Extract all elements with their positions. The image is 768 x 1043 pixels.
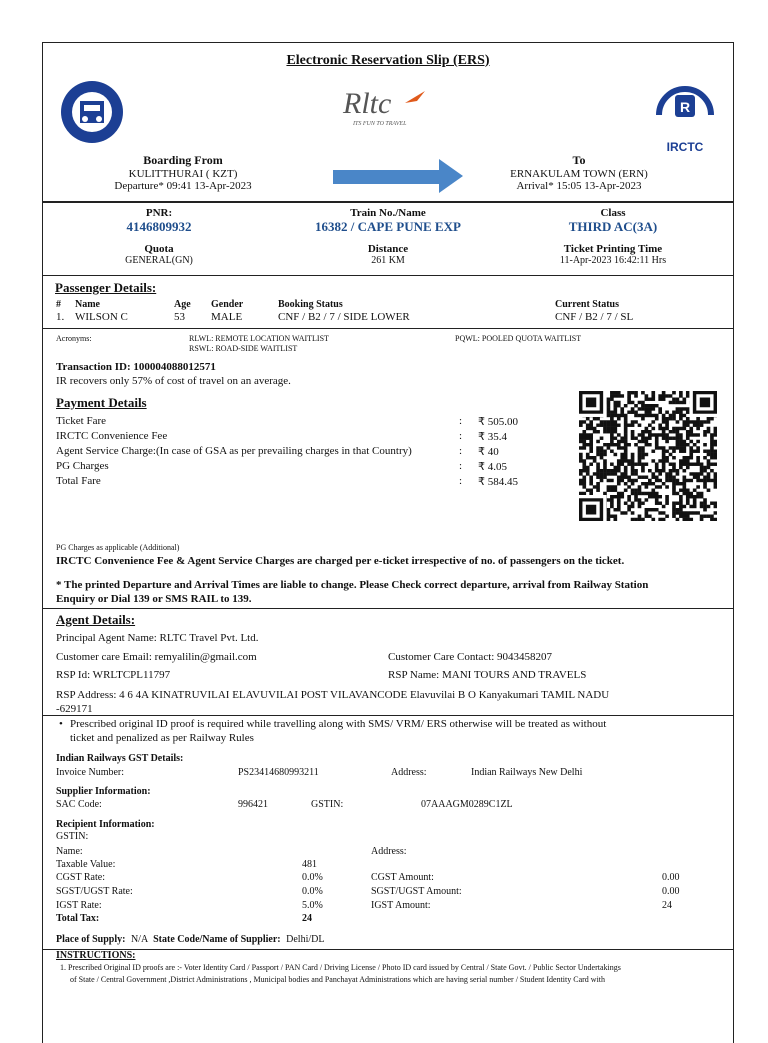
pnr-block: [59, 207, 259, 235]
svg-text:R: R: [679, 99, 691, 115]
payment-colon: :: [459, 430, 463, 442]
passenger-name: WILSON C: [75, 311, 128, 323]
recipient-address: Address:: [371, 846, 407, 857]
gst-address: Indian Railways New Delhi: [471, 767, 583, 778]
rsp-id: RSP Id: WRLTCPL11797: [56, 669, 171, 681]
rltc-logo-text: Rltc: [343, 87, 392, 120]
col-name: Name: [75, 299, 100, 310]
supplier-gstin: 07AAAGM0289C1ZL: [421, 799, 513, 810]
igst-label: IGST Rate:: [56, 900, 102, 911]
train-block: [263, 207, 513, 235]
pg-charges-note: PG Charges as applicable (Additional): [56, 543, 180, 552]
rltc-logo: [343, 87, 433, 147]
supplier-heading: Supplier Information:: [56, 786, 151, 797]
class-value: THIRD AC(3A): [568, 219, 658, 234]
place-value: N/A: [130, 934, 148, 945]
agent-contact: Customer Care Contact: 9043458207: [388, 651, 553, 663]
payment-colon: :: [459, 445, 463, 457]
divider: [43, 715, 733, 716]
distance-value: 261 KM: [371, 255, 405, 266]
payment-colon: :: [459, 475, 463, 487]
gst-address-label: Address:: [391, 767, 427, 778]
principal-agent: Principal Agent Name: RLTC Travel Pvt. Ltd.: [56, 632, 259, 644]
place-of-supply: [56, 934, 324, 945]
bullet-icon: •: [59, 718, 63, 730]
pnr-value: 4146809932: [126, 219, 192, 234]
divider: [43, 949, 733, 950]
print-time-label: Ticket Printing Time: [563, 243, 663, 255]
payment-value: ₹ 35.4: [478, 431, 507, 443]
id-proof-note: Prescribed original ID proof is required while travelling along with SMS/ VRM/ ERS otherwise will be treated as without: [70, 718, 607, 730]
gst-heading: Indian Railways GST Details:: [56, 753, 184, 764]
time-change-note: * The printed Departure and Arrival Times are liable to change. Please Check correct departure, arrival from Railway Station: [56, 579, 649, 591]
payment-label: PG Charges: [56, 460, 109, 472]
instruction-line-2: of State / Central Government ,District Administrations , Municipal bodies and Panchayat Administrations which are having serial number / Student Identity Card with: [70, 975, 606, 984]
qr-code: [579, 391, 717, 521]
acronym-rlwl: RLWL: REMOTE LOCATION WAITLIST: [189, 334, 329, 343]
taxable-value: 481: [302, 859, 317, 870]
arrival-time: Arrival* 15:05 13-Apr-2023: [516, 180, 642, 192]
col-booking-status: Booking Status: [278, 299, 343, 310]
payment-value: ₹ 40: [478, 446, 499, 458]
recipient-gstin: GSTIN:: [56, 831, 89, 842]
igst-rate: 5.0%: [302, 900, 323, 911]
acronym-rswl: RSWL: ROAD-SIDE WAITLIST: [189, 344, 298, 353]
col-age: Age: [174, 299, 191, 310]
sgst-rate: 0.0%: [302, 886, 323, 897]
igst-amount-label: IGST Amount:: [371, 900, 431, 911]
invoice-number: PS23414680993211: [238, 767, 319, 778]
divider: [43, 201, 733, 203]
place-label: Place of Supply:: [56, 934, 126, 945]
taxable-label: Taxable Value:: [56, 859, 116, 870]
class-block: [513, 207, 713, 235]
recipient-heading: Recipient Information:: [56, 819, 155, 830]
payment-heading: Payment Details: [56, 395, 147, 410]
boarding-label: Boarding From: [143, 153, 223, 167]
train-value: 16382 / CAPE PUNE EXP: [315, 219, 461, 234]
cgst-rate: 0.0%: [302, 872, 323, 883]
divider: [43, 275, 733, 276]
passenger-age: 53: [174, 311, 185, 323]
distance-block: [263, 243, 513, 266]
instructions-heading: INSTRUCTIONS:: [56, 950, 136, 961]
col-gender: Gender: [211, 299, 244, 310]
ers-document: [42, 42, 734, 1043]
cgst-label: CGST Rate:: [56, 872, 105, 883]
destination-station: ERNAKULAM TOWN (ERN): [510, 168, 648, 180]
payment-colon: :: [459, 460, 463, 472]
agent-email: Customer care Email: remyalilin@gmail.com: [56, 651, 257, 663]
rltc-tagline: ITS FUN TO TRAVEL: [353, 121, 407, 127]
time-change-note-2: Enquiry or Dial 139 or SMS RAIL to 139.: [56, 593, 252, 605]
print-time-value: 11-Apr-2023 16:42:11 Hrs: [559, 255, 667, 266]
quota-block: [59, 243, 259, 266]
total-tax: 24: [302, 913, 312, 924]
payment-label: IRCTC Convenience Fee: [56, 430, 168, 442]
cgst-amount-label: CGST Amount:: [371, 872, 434, 883]
irctc-logo-text: IRCTC: [666, 140, 704, 154]
agent-heading: Agent Details:: [56, 612, 136, 627]
departure-time: Departure* 09:41 13-Apr-2023: [114, 180, 252, 192]
distance-label: Distance: [367, 243, 409, 255]
passenger-no: 1.: [56, 311, 65, 323]
document-title: Electronic Reservation Slip (ERS): [286, 53, 490, 68]
passenger-current-status: CNF / B2 / 7 / SL: [555, 311, 634, 323]
payment-label: Agent Service Charge:(In case of GSA as per prevailing charges in that Country): [56, 445, 412, 457]
id-proof-note-2: ticket and penalized as per Railway Rules: [70, 732, 254, 744]
destination-block: [479, 153, 679, 192]
recipient-name: Name:: [56, 846, 83, 857]
quota-value: GENERAL(GN): [125, 255, 193, 266]
col-current-status: Current Status: [555, 299, 619, 310]
irctc-logo: [649, 79, 721, 154]
cgst-amount: 0.00: [662, 872, 680, 883]
quota-label: Quota: [144, 243, 174, 255]
payment-value: ₹ 4.05: [478, 461, 507, 473]
sgst-amount: 0.00: [662, 886, 680, 897]
train-label: Train No./Name: [350, 207, 426, 219]
rsp-address: RSP Address: 4 6 4A KINATRUVILAI ELAVUVILAI POST VILAVANCODE Elavuvilai B O Kanyakumari TAMIL NADU: [56, 689, 610, 701]
sgst-amount-label: SGST/UGST Amount:: [371, 886, 462, 897]
print-time-block: [513, 243, 713, 266]
total-tax-label: Total Tax:: [56, 913, 100, 924]
divider: [43, 608, 733, 609]
transaction-id: Transaction ID: 100004088012571: [56, 361, 216, 373]
state-label: State Code/Name of Supplier:: [153, 934, 281, 945]
payment-colon: :: [459, 415, 463, 427]
boarding-block: [83, 153, 283, 192]
sac-label: SAC Code:: [56, 799, 102, 810]
col-no: #: [56, 299, 61, 310]
journey-arrow-icon: [333, 159, 463, 198]
acronyms-label: Acronyms:: [56, 334, 92, 343]
sgst-label: SGST/UGST Rate:: [56, 886, 133, 897]
boarding-station: KULITTHURAI ( KZT): [128, 168, 238, 180]
payment-label: Total Fare: [56, 475, 101, 487]
invoice-label: Invoice Number:: [56, 767, 125, 778]
class-label: Class: [600, 207, 626, 219]
passenger-booking-status: CNF / B2 / 7 / SIDE LOWER: [278, 311, 410, 323]
rsp-name: RSP Name: MANI TOURS AND TRAVELS: [388, 669, 587, 681]
rsp-address-pin: -629171: [56, 703, 93, 715]
igst-amount: 24: [662, 900, 672, 911]
passenger-gender: MALE: [211, 311, 243, 323]
pnr-label: PNR:: [145, 207, 173, 219]
divider: [43, 328, 733, 329]
instruction-line-1: 1. Prescribed Original ID proofs are :- Voter Identity Card / Passport / PAN Card / Driving License / Photo ID card issued by Central / State Govt. / Public Sector Undertakings: [60, 963, 621, 972]
supplier-gstin-label: GSTIN:: [311, 799, 344, 810]
payment-value: ₹ 505.00: [478, 416, 518, 428]
payment-label: Ticket Fare: [56, 415, 107, 427]
acronym-pqwl: PQWL: POOLED QUOTA WAITLIST: [455, 334, 582, 343]
sac-code: 996421: [238, 799, 268, 810]
indian-railways-logo: [53, 79, 131, 145]
convenience-fee-note: IRCTC Convenience Fee & Agent Service Charges are charged per e-ticket irrespective of no. of passengers on the ticket.: [56, 555, 625, 567]
payment-value: ₹ 584.45: [478, 476, 518, 488]
cost-recovery-note: IR recovers only 57% of cost of travel on an average.: [56, 375, 291, 387]
passenger-heading: Passenger Details:: [55, 280, 157, 295]
state-value: Delhi/DL: [286, 934, 325, 945]
destination-label: To: [572, 153, 586, 167]
